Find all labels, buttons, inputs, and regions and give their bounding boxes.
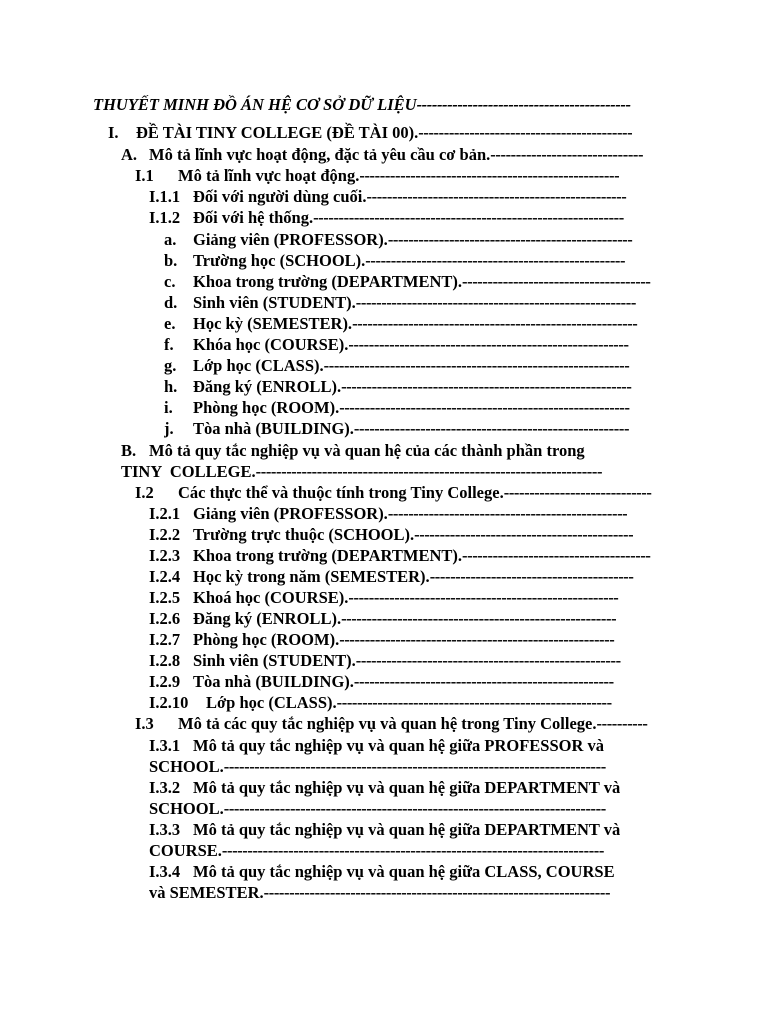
toc-entry [149, 882, 710, 903]
toc-entry-number: I.2.3 [149, 546, 181, 565]
toc-entry-text: Mô tả quy tắc nghiệp vụ và quan hệ của các thành phần trong [149, 441, 585, 460]
toc-leader: ------------------------------ [490, 145, 644, 164]
toc-entry-text: Học kỳ trong năm (SEMESTER). [193, 567, 430, 586]
toc-entry-text: Lớp học (CLASS). [193, 356, 324, 375]
toc-entry [135, 165, 710, 186]
toc-entry-text: Mô tả lĩnh vực hoạt động, đặc tả yêu cầu cơ bản. [149, 145, 491, 164]
toc-entry [149, 566, 710, 587]
toc-entry [149, 756, 710, 777]
toc-entry-number: h. [164, 377, 178, 396]
toc-entry-number: b. [164, 251, 178, 270]
toc-entry-number: I.1.1 [149, 187, 181, 206]
toc-entry-text: COURSE. [149, 841, 222, 860]
toc-leader: ------------------------------------------------------ [336, 693, 612, 712]
toc-entry [164, 418, 710, 439]
toc-leader: ------------------------------------------------------ [341, 609, 617, 628]
toc-entry-number: I.2.8 [149, 651, 181, 670]
toc-leader: ------------------------------------------ [418, 123, 633, 142]
toc-entry-text: Tòa nhà (BUILDING). [193, 419, 354, 438]
toc-entry-number: I.3 [135, 714, 154, 733]
toc-entry-text: Các thực thể và thuộc tính trong Tiny College. [178, 483, 504, 502]
toc-entry-number: B. [121, 441, 137, 460]
toc-entry [135, 713, 710, 734]
toc-entry-text: TINY COLLEGE. [121, 462, 256, 481]
toc-leader: ------------------------------------------------------- [348, 335, 629, 354]
toc-entry-number: I.2.7 [149, 630, 181, 649]
toc-leader: ----------------------------- [503, 483, 652, 502]
toc-leader: ------------------------------------------------------------ [323, 356, 630, 375]
toc-leader: ------------------------------------------------------- [355, 293, 636, 312]
toc-leader: -------------------------------------------------------------------- [255, 462, 603, 481]
toc-entry-text: Khoa trong trường (DEPARTMENT). [193, 272, 463, 291]
toc-entry-number: d. [164, 293, 178, 312]
toc-entry-number: a. [164, 230, 177, 249]
toc-leader: ------------------------------------------------------ [339, 630, 615, 649]
toc-entry-text: Mô tả quy tắc nghiệp vụ và quan hệ giữa DEPARTMENT và [193, 820, 621, 839]
toc-entry [149, 840, 710, 861]
toc-entry [149, 861, 710, 882]
toc-entry-number: I.2.1 [149, 504, 181, 523]
toc-entry [164, 355, 710, 376]
toc-entry [121, 461, 710, 482]
toc-entry-number: I.2.9 [149, 672, 181, 691]
toc-entry-text: Mô tả quy tắc nghiệp vụ và quan hệ giữa CLASS, COURSE [193, 862, 615, 881]
toc-entry-text: Mô tả các quy tắc nghiệp vụ và quan hệ trong Tiny College. [178, 714, 597, 733]
toc-entry-text: SCHOOL. [149, 757, 224, 776]
toc-entry-number: g. [164, 356, 177, 375]
toc-entry [164, 376, 710, 397]
toc-leader: ---------------------------------------------------- [355, 651, 621, 670]
toc-leader: --------------------------------------------------------- [339, 398, 630, 417]
toc-entry-number: i. [164, 398, 173, 417]
toc-title-text: THUYẾT MINH ĐỒ ÁN HỆ CƠ SỞ DỮ LIỆU [93, 95, 417, 114]
toc-entry-number: I.2.6 [149, 609, 181, 628]
toc-entry-text: Đối với hệ thống. [193, 208, 314, 227]
toc-entry [164, 334, 710, 355]
toc-entry-text: Đăng ký (ENROLL). [193, 377, 342, 396]
toc-leader: --------------------------------------------------------- [341, 377, 632, 396]
toc-entry [149, 671, 710, 692]
toc-entry-number: I.3.4 [149, 862, 181, 881]
toc-entry-text: Mô tả quy tắc nghiệp vụ và quan hệ giữa DEPARTMENT và [193, 778, 621, 797]
toc-entry-number: I.2.5 [149, 588, 181, 607]
toc-entry [149, 819, 710, 840]
toc-entry [149, 186, 710, 207]
toc-leader: --------------------------------------------------- [359, 166, 620, 185]
toc-entry-number: I.3.1 [149, 736, 181, 755]
toc-entry-text: Sinh viên (STUDENT). [193, 651, 356, 670]
toc-entry-text: SCHOOL. [149, 799, 224, 818]
toc-entry-number: I.3.2 [149, 778, 181, 797]
toc-leader: ------------------------------------------------------------- [313, 208, 624, 227]
toc-entry-number: I.3.3 [149, 820, 181, 839]
toc-entry-number: e. [164, 314, 176, 333]
toc-entry-text: Giảng viên (PROFESSOR). [193, 230, 388, 249]
toc-leader: -------------------------------------------------------- [352, 314, 638, 333]
toc-leader: --------------------------------------------------- [353, 672, 614, 691]
toc-entry-text: Sinh viên (STUDENT). [193, 293, 356, 312]
toc-entry [121, 144, 710, 165]
toc-entry [164, 271, 710, 292]
toc-title [93, 94, 713, 115]
toc-entry-text: Đối với người dùng cuối. [193, 187, 367, 206]
toc-entry-text: Phòng học (ROOM). [193, 398, 340, 417]
toc-entry [149, 524, 710, 545]
toc-entry-text: Khoa trong trường (DEPARTMENT). [193, 546, 463, 565]
toc-entry-number: j. [164, 419, 174, 438]
toc-leader: ----------------------------------------------------- [348, 588, 619, 607]
toc-entry-number: c. [164, 272, 176, 291]
toc-entry-number: I.1 [135, 166, 154, 185]
toc-leader: ---------- [596, 714, 648, 733]
toc-entry [164, 229, 710, 250]
toc-entry-text: Mô tả quy tắc nghiệp vụ và quan hệ giữa PROFESSOR và [193, 736, 605, 755]
toc-entry [135, 482, 710, 503]
toc-entry [149, 629, 710, 650]
toc-entry [149, 587, 710, 608]
toc-entry-number: I.2 [135, 483, 154, 502]
toc-entry [149, 608, 710, 629]
toc-entry-text: ĐỀ TÀI TINY COLLEGE (ĐỀ TÀI 00). [136, 123, 419, 142]
toc-entry-text: Phòng học (ROOM). [193, 630, 340, 649]
toc-entry-text: Khoá học (COURSE). [193, 588, 349, 607]
toc-entry-number: I.2.2 [149, 525, 181, 544]
toc-entry-number: I. [108, 123, 119, 142]
toc-entry [149, 545, 710, 566]
toc-entry [164, 313, 710, 334]
toc-entry [149, 798, 710, 819]
toc-entry-number: f. [164, 335, 174, 354]
toc-leader: ------------------------------------------------------ [353, 419, 630, 438]
toc-entry-text: và SEMESTER. [149, 883, 264, 902]
toc-entry [149, 503, 710, 524]
toc-entry-text: Giảng viên (PROFESSOR). [193, 504, 388, 523]
toc-entry [149, 735, 710, 756]
toc-leader: ------------------------------------------------ [387, 230, 633, 249]
toc-leader: --------------------------------------------------------------------------- [221, 841, 604, 860]
toc-leader: ----------------------------------------------- [387, 504, 628, 523]
toc-entry [164, 292, 710, 313]
toc-leader: ---------------------------------------- [429, 567, 634, 586]
toc-entry [149, 692, 710, 713]
toc-leader: --------------------------------------------------------------------------- [223, 757, 606, 776]
toc-entry-text: Mô tả lĩnh vực hoạt động. [178, 166, 360, 185]
toc-leader: ------------------------------------------ [416, 95, 631, 114]
toc-entry-text: Trường trực thuộc (SCHOOL). [193, 525, 415, 544]
toc-entry-number: I.2.10 [149, 693, 189, 712]
toc-leader: ------------------------------------- [462, 272, 651, 291]
toc-entry-text: Khóa học (COURSE). [193, 335, 349, 354]
toc-entry [108, 122, 710, 143]
toc-entry [149, 207, 710, 228]
toc-entry [164, 250, 710, 271]
toc-entry-text: Lớp học (CLASS). [206, 693, 337, 712]
toc-entry [121, 440, 710, 461]
toc-leader: ------------------------------------- [462, 546, 651, 565]
toc-entry [164, 397, 710, 418]
toc-entry [149, 650, 710, 671]
toc-entry-number: I.1.2 [149, 208, 181, 227]
toc-leader: ------------------------------------------- [414, 525, 634, 544]
toc-entry-text: Học kỳ (SEMESTER). [193, 314, 353, 333]
toc-leader: -------------------------------------------------------------------- [263, 883, 611, 902]
toc-leader: --------------------------------------------------- [365, 251, 626, 270]
toc-entry-text: Đăng ký (ENROLL). [193, 609, 342, 628]
toc-entry-text: Trường học (SCHOOL). [193, 251, 366, 270]
toc-entry-number: A. [121, 145, 138, 164]
toc-leader: --------------------------------------------------------------------------- [223, 799, 606, 818]
toc-entry-text: Tòa nhà (BUILDING). [193, 672, 354, 691]
toc-leader: --------------------------------------------------- [366, 187, 627, 206]
toc-entry [149, 777, 710, 798]
toc-entry-number: I.2.4 [149, 567, 181, 586]
